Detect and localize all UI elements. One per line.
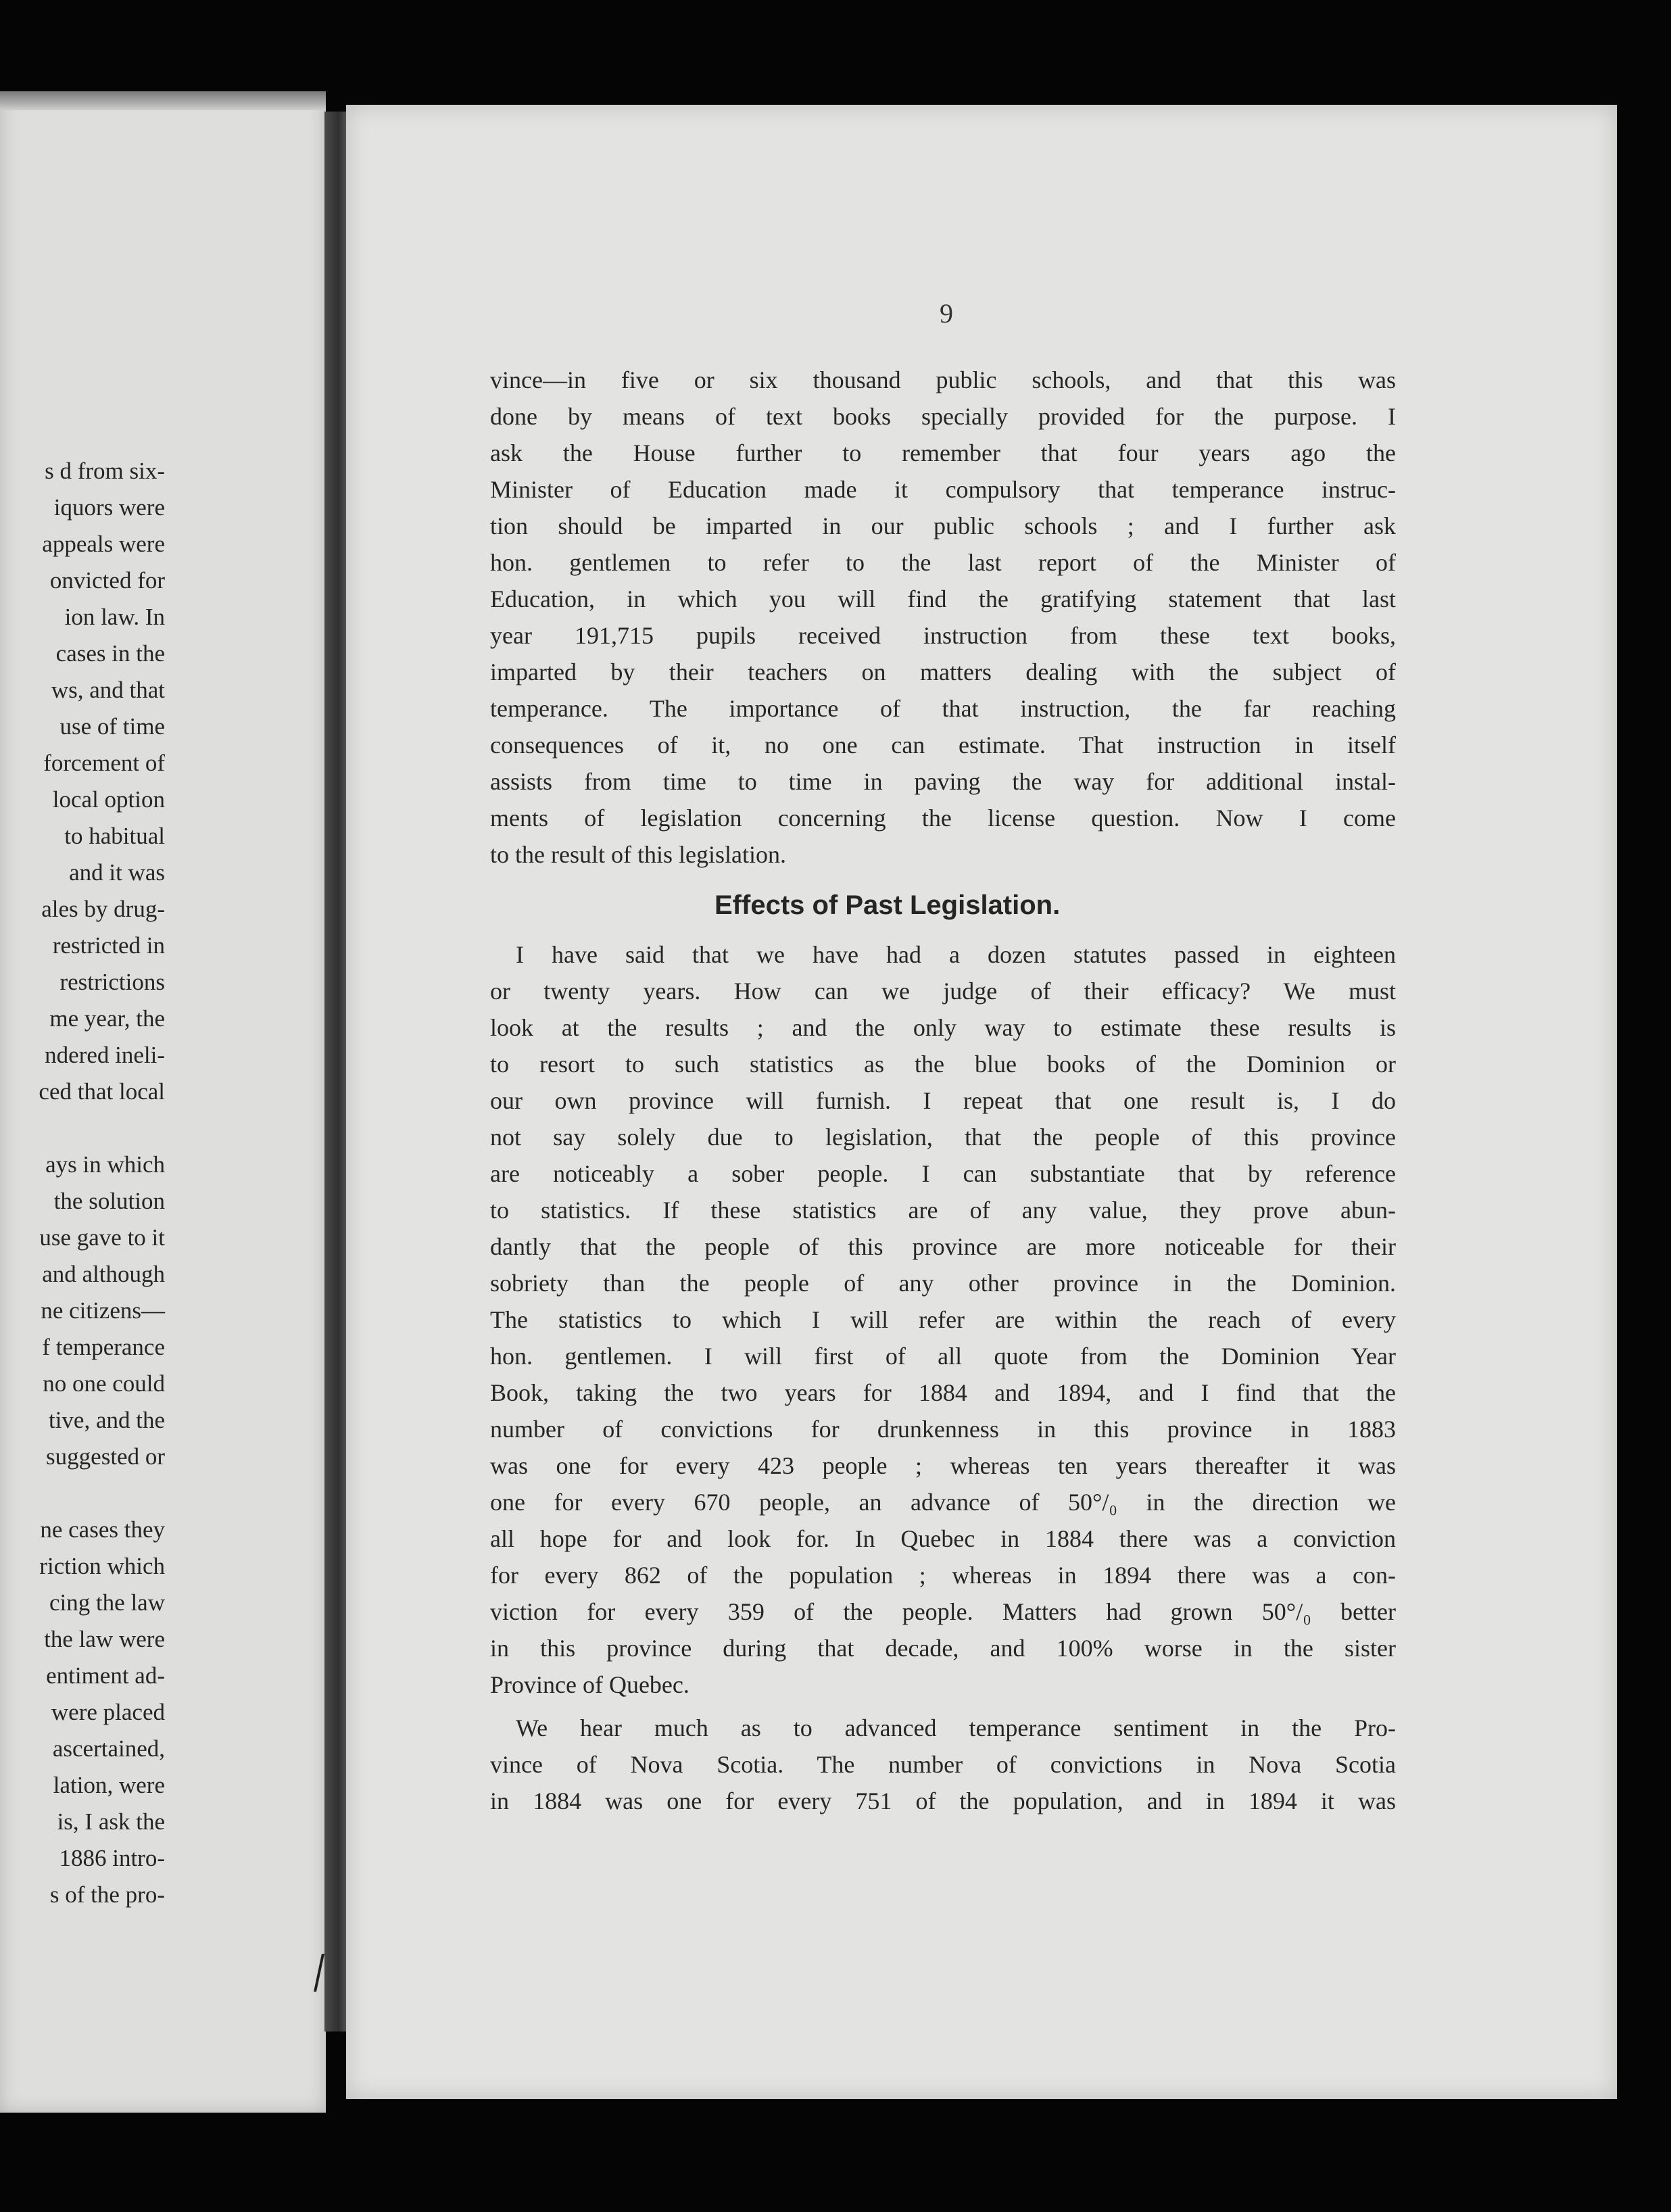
left-text-line: restricted in (52, 932, 165, 959)
left-text-line: and although (42, 1261, 165, 1287)
section-heading: Effects of Past Legislation. (715, 890, 1061, 920)
left-text-line: 1886 intro- (59, 1845, 165, 1871)
left-text-line: ascertained, (52, 1735, 165, 1762)
left-text-line: use of time (59, 713, 165, 740)
body-text-line: The statistics to which I will refer are within the reach of every (490, 1306, 1396, 1333)
body-text-line: hon. gentlemen. I will first of all quote from the Dominion Year (490, 1343, 1396, 1370)
left-text-line: ws, and that (51, 677, 165, 703)
body-text-line: temperance. The importance of that instruction, the far reaching (490, 695, 1396, 722)
left-text-line: ion law. In (64, 604, 165, 630)
left-text-line: cases in the (55, 640, 165, 667)
left-text-line: onvicted for (49, 567, 165, 594)
left-text-line: use gave to it (39, 1224, 165, 1251)
left-text-line: were placed (51, 1699, 165, 1725)
left-text-line: the law were (44, 1626, 165, 1652)
left-text-line: ne cases they (40, 1516, 165, 1543)
left-page-edge-shadow (0, 91, 326, 110)
body-text-line: to the result of this legislation. (490, 841, 786, 868)
left-text-line: and it was (69, 859, 165, 886)
body-text-line: for every 862 of the population ; whereas in 1894 there was a con- (490, 1562, 1396, 1589)
body-text-line: vince of Nova Scotia. The number of convictions in Nova Scotia (490, 1751, 1396, 1778)
body-text-line: in 1884 was one for every 751 of the population, and in 1894 it was (490, 1787, 1396, 1814)
left-text-line: riction which (39, 1553, 165, 1579)
left-text-line: tive, and the (48, 1407, 165, 1433)
left-text-line: local option (52, 786, 165, 813)
left-text-line: to habitual (64, 823, 165, 849)
body-text-line: one for every 670 people, an advance of 50°/₀ in the direction we (490, 1489, 1396, 1516)
left-text-line: is, I ask the (57, 1808, 165, 1835)
body-text-line: consequences of it, no one can estimate. That instruction in itself (490, 731, 1396, 759)
body-text-line: Book, taking the two years for 1884 and 1894, and I find that the (490, 1379, 1396, 1406)
left-text-line: ne citizens— (41, 1297, 165, 1324)
body-text-line: ments of legislation concerning the license question. Now I come (490, 804, 1396, 832)
left-text-line: me year, the (49, 1005, 165, 1032)
page-number: 9 (940, 298, 953, 329)
body-text-line: or twenty years. How can we judge of their efficacy? We must (490, 978, 1396, 1005)
left-text-line: ced that local (39, 1078, 165, 1105)
left-text-line: lation, were (53, 1772, 165, 1798)
body-text-line: our own province will furnish. I repeat that one result is, I do (490, 1087, 1396, 1114)
body-text-line: tion should be imparted in our public schools ; and I further ask (490, 512, 1396, 539)
left-text-line: entiment ad- (46, 1662, 165, 1689)
body-text-line: imparted by their teachers on matters dealing with the subject of (490, 658, 1396, 686)
body-text-line: Minister of Education made it compulsory that temperance instruc- (490, 476, 1396, 503)
left-page-text (3, 453, 165, 1913)
left-text-line: appeals were (42, 531, 165, 557)
body-text-line: sobriety than the people of any other province in the Dominion. (490, 1270, 1396, 1297)
left-text-line: iquors were (53, 494, 165, 521)
body-text-line: ask the House further to remember that four years ago the (490, 439, 1396, 466)
body-text-line: was one for every 423 people ; whereas ten years thereafter it was (490, 1452, 1396, 1479)
left-text-line: f temperance (42, 1334, 165, 1360)
left-page-fragment (0, 91, 326, 2113)
left-text-line: restrictions (59, 969, 165, 995)
body-text-line: dantly that the people of this province are more noticeable for their (490, 1233, 1396, 1260)
body-text-line: to statistics. If these statistics are of any value, they prove abun- (490, 1197, 1396, 1224)
body-text-line: We hear much as to advanced temperance sentiment in the Pro- (516, 1714, 1396, 1741)
body-text-line: hon. gentlemen to refer to the last report of the Minister of (490, 549, 1396, 576)
body-text-line: look at the results ; and the only way to estimate these results is (490, 1014, 1396, 1041)
body-text-line: viction for every 359 of the people. Matters had grown 50°/₀ better (490, 1598, 1396, 1625)
left-text-line: ays in which (45, 1151, 165, 1178)
left-text-line: s d from six- (45, 458, 165, 484)
left-text-line: the solution (53, 1188, 165, 1214)
paragraph-spacer (490, 1703, 1396, 1710)
body-text-line: I have said that we have had a dozen statutes passed in eighteen (516, 941, 1396, 968)
page-body-text (490, 362, 1396, 1819)
body-text-line: done by means of text books specially provided for the purpose. I (490, 403, 1396, 430)
body-text-line: not say solely due to legislation, that the people of this province (490, 1124, 1396, 1151)
body-text-line: are noticeably a sober people. I can substantiate that by reference (490, 1160, 1396, 1187)
left-text-line: forcement of (43, 750, 165, 776)
body-text-line: year 191,715 pupils received instruction from these text books, (490, 622, 1396, 649)
body-text-line: assists from time to time in paving the way for additional instal- (490, 768, 1396, 795)
left-text-gap (3, 1110, 165, 1147)
body-text-line: to resort to such statistics as the blue books of the Dominion or (490, 1051, 1396, 1078)
body-text-line: number of convictions for drunkenness in this province in 1883 (490, 1416, 1396, 1443)
body-text-line: all hope for and look for. In Quebec in 1884 there was a conviction (490, 1525, 1396, 1552)
left-text-gap (3, 1475, 165, 1512)
left-text-line: cing the law (49, 1589, 165, 1616)
body-text-line: Education, in which you will find the gratifying statement that last (490, 585, 1396, 612)
left-text-line: s of the pro- (49, 1881, 165, 1908)
body-text-line: Province of Quebec. (490, 1671, 689, 1698)
left-text-line: no one could (43, 1370, 165, 1397)
body-text-line: vince—in five or six thousand public schools, and that this was (490, 366, 1396, 393)
left-text-line: ndered ineli- (45, 1042, 165, 1068)
left-text-line: suggested or (46, 1443, 165, 1470)
left-text-line: ales by drug- (41, 896, 165, 922)
body-text-line: in this province during that decade, and 100% worse in the sister (490, 1635, 1396, 1662)
